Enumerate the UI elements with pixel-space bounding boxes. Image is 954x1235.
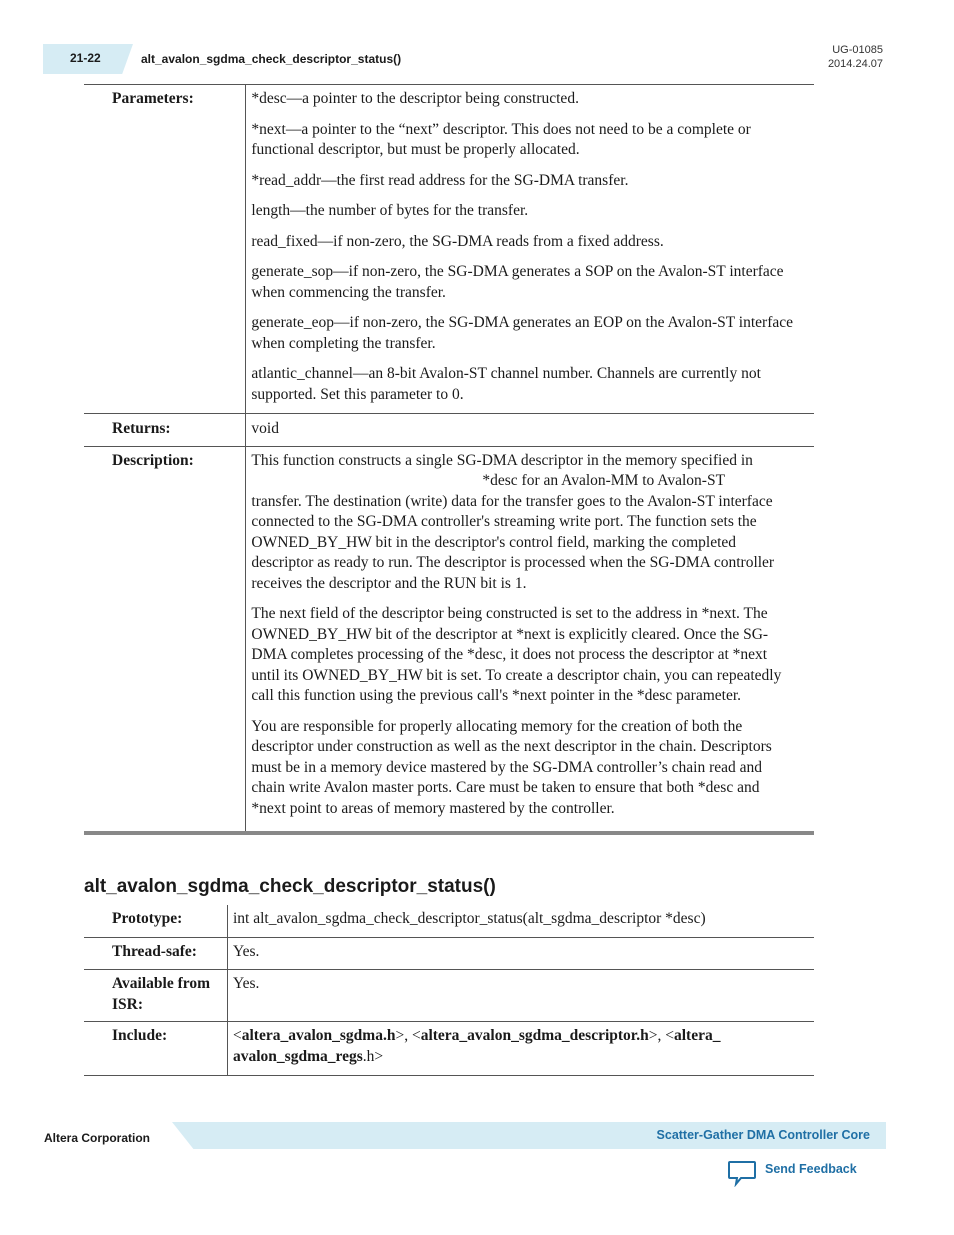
param-item: generate_eop—if non-zero, the SG-DMA generates an EOP on the Avalon-ST interface when completing the transfer. [251, 314, 793, 352]
running-title: alt_avalon_sgdma_check_descriptor_status() [141, 52, 402, 66]
param-item: *desc—a pointer to the descriptor being constructed. [251, 90, 579, 107]
function-table-2 [84, 905, 814, 1076]
description-paragraph: This function constructs a single SG-DMA descriptor in the memory specified in *desc for an Avalon-MM to Avalon-ST transfer. The destination (write) data for the transfer goes to the Avalon-ST interface connected to the SG-DMA controller's streaming write port. The function sets the OWNED_BY_HW bit in the descriptor's control field, marking the completed descriptor as ready to run. The descriptor is processed when the SG-DMA controller receives the descriptor and the RUN bit is 1. [251, 451, 775, 592]
param-item: generate_sop—if non-zero, the SG-DMA generates a SOP on the Avalon-ST interface when commencing the transfer. [251, 263, 784, 301]
core-name-link[interactable]: Scatter-Gather DMA Controller Core [656, 1128, 870, 1142]
label-threadsafe: Thread-safe: [112, 942, 197, 960]
feedback-icon[interactable] [727, 1159, 757, 1187]
param-item: atlantic_channel—an 8-bit Avalon-ST channel number. Channels are currently not supported. Set this parameter to 0. [251, 365, 761, 403]
section-heading: alt_avalon_sgdma_check_descriptor_status() [84, 876, 496, 897]
value-isr: Yes. [228, 970, 815, 1022]
param-item: *read_addr—the first read address for the SG-DMA transfer. [251, 171, 629, 189]
row-description [84, 446, 814, 833]
description-paragraph: You are responsible for properly allocating memory for the creation of both the descriptor under construction as well as the next descriptor in the chain. Descriptors must be in a memory device mastered by the SG-DMA controller’s chain read and chain write Avalon master ports. Care must be taken to ensure that both *desc and *next point to areas of memory mastered by the controller. [251, 717, 772, 817]
param-item: read_fixed—if non-zero, the SG-DMA reads from a fixed address. [251, 232, 664, 250]
description-paragraph: The next field of the descriptor being constructed is set to the address in *next. The OWNED_BY_HW bit of the descriptor at *next is explicitly cleared. Once the SG-DMA completes processing of the *desc, it does not process the descriptor at *next until its OWNED_BY_HW bit is set. To create a descriptor chain, you can repeatedly call this function using the previous call's *next pointer in the *desc parameter. [251, 605, 782, 704]
header-file: altera_avalon_sgdma_descriptor.h [420, 1027, 649, 1044]
page-number: 21-22 [70, 51, 101, 65]
value-parameters [246, 85, 814, 414]
header-file: avalon_sgdma_regs [233, 1047, 363, 1065]
label-prototype: Prototype: [112, 910, 183, 927]
label-isr: Available from ISR: [112, 975, 211, 1013]
label-description: Description: [112, 451, 194, 469]
value-include: <altera_avalon_sgdma.h>, <altera_avalon_sgdma_descriptor.h>, <altera_ avalon_sgdma_regs.h> [228, 1022, 815, 1076]
row-isr [84, 970, 814, 1022]
value-returns: void [246, 414, 814, 447]
doc-info [828, 43, 883, 71]
row-include [84, 1022, 814, 1076]
header-file: altera_ [674, 1027, 721, 1044]
value-description [246, 446, 814, 833]
doc-date: 2014.24.07 [827, 58, 883, 70]
header-file: altera_avalon_sgdma.h [241, 1027, 396, 1044]
label-returns: Returns: [112, 420, 171, 437]
label-include: Include: [112, 1027, 168, 1044]
doc-id: UG-01085 [832, 44, 883, 56]
param-item: length—the number of bytes for the transfer. [251, 202, 529, 219]
row-parameters [84, 85, 814, 414]
param-item: *next—a pointer to the “next” descriptor. This does not need to be a complete or functional descriptor, but must be properly allocated. [251, 120, 751, 158]
value-threadsafe: Yes. [228, 937, 815, 970]
function-table-1 [84, 84, 814, 835]
company-name: Altera Corporation [44, 1131, 151, 1145]
label-parameters: Parameters: [112, 90, 194, 107]
row-threadsafe [84, 937, 814, 970]
row-prototype [84, 905, 814, 937]
row-returns [84, 414, 814, 447]
value-prototype: int alt_avalon_sgdma_check_descriptor_status(alt_sgdma_descriptor *desc) [228, 905, 815, 937]
send-feedback-link[interactable]: Send Feedback [765, 1162, 857, 1176]
